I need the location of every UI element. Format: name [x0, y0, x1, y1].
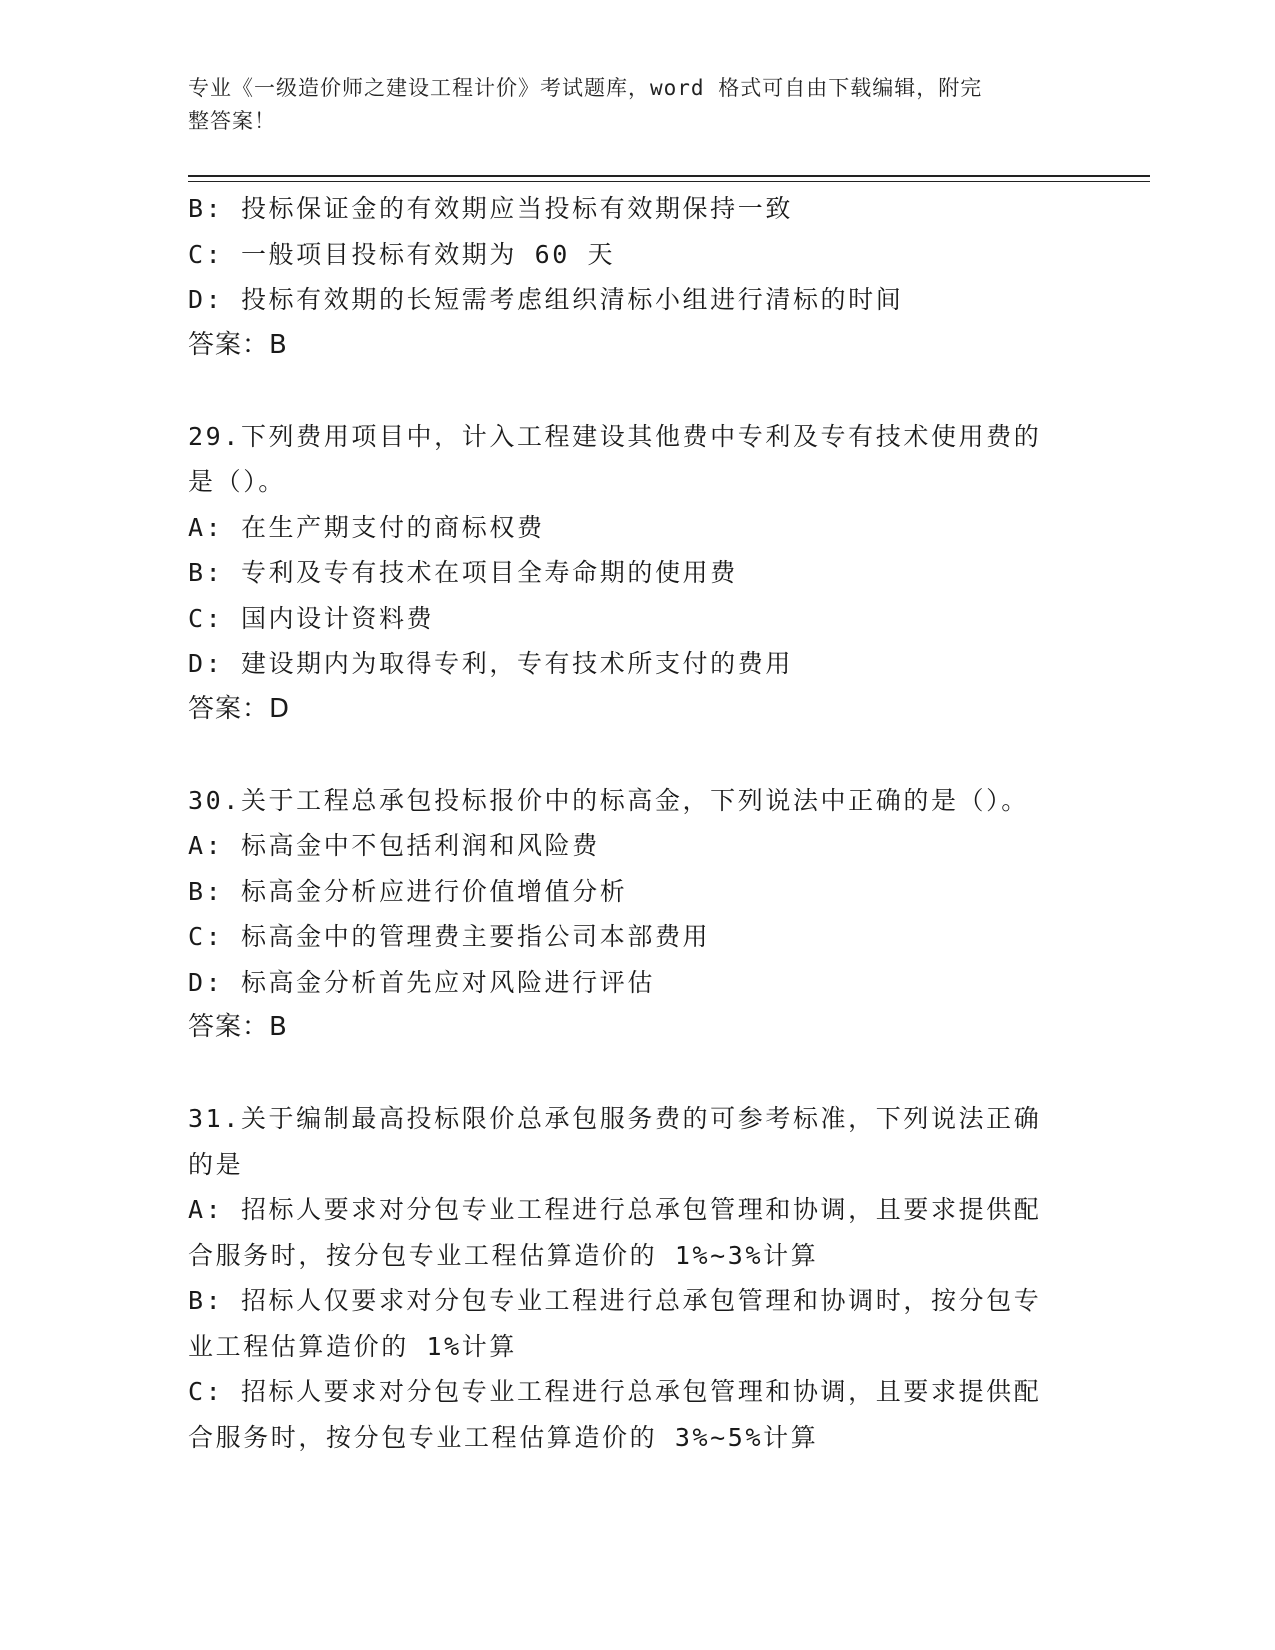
option-line: C: 国内设计资料费 — [188, 603, 435, 633]
question-stem: 31.关于编制最高投标限价总承包服务费的可参考标准，下列说法正确 — [188, 1104, 1042, 1133]
option-line: B: 招标人仅要求对分包专业工程进行总承包管理和协调时，按分包专 — [188, 1286, 1042, 1315]
question-28-continuation — [188, 186, 1068, 368]
option-line: C: 招标人要求对分包专业工程进行总承包管理和协调，且要求提供配 — [188, 1377, 1042, 1406]
question-stem: 是（）。 — [188, 467, 286, 496]
question-stem: 29.下列费用项目中，计入工程建设其他费中专利及专有技术使用费的 — [188, 421, 1042, 451]
header-line-2: 整答案！ — [188, 109, 276, 133]
answer-line: 答案：B — [188, 1012, 288, 1042]
question-31 — [188, 1096, 1068, 1460]
option-line: C: 标高金中的管理费主要指公司本部费用 — [188, 922, 711, 951]
question-29 — [188, 414, 1068, 733]
answer-line: 答案：D — [188, 693, 291, 724]
option-line: 合服务时，按分包专业工程估算造价的 1%~3%计算 — [188, 1240, 819, 1270]
spacer — [188, 368, 1068, 414]
option-line: 合服务时，按分包专业工程估算造价的 3%~5%计算 — [188, 1422, 819, 1452]
option-line: B: 标高金分析应进行价值增值分析 — [188, 876, 628, 906]
option-line: B: 专利及专有技术在项目全寿命期的使用费 — [188, 558, 738, 587]
question-stem: 30.关于工程总承包投标报价中的标高金，下列说法中正确的是（）。 — [188, 785, 1029, 815]
option-line: A: 招标人要求对分包专业工程进行总承包管理和协调，且要求提供配 — [188, 1195, 1042, 1224]
question-30 — [188, 778, 1068, 1051]
header-line-1: 专业《一级造价师之建设工程计价》考试题库，word 格式可自由下载编辑，附完 — [188, 76, 983, 100]
spacer — [188, 1051, 1068, 1097]
document-body — [188, 186, 1068, 1460]
page-header — [188, 72, 1068, 138]
option-line: D: 投标有效期的长短需考虑组织清标小组进行清标的时间 — [188, 285, 904, 314]
option-line: A: 标高金中不包括利润和风险费 — [188, 831, 600, 860]
option-line: A: 在生产期支付的商标权费 — [188, 512, 545, 542]
option-line: 业工程估算造价的 1%计算 — [188, 1331, 517, 1361]
answer-line: 答案：B — [188, 329, 288, 360]
header-rule-thick — [188, 175, 1150, 177]
header-rule-thin — [188, 181, 1150, 182]
spacer — [188, 732, 1068, 778]
option-line: D: 标高金分析首先应对风险进行评估 — [188, 967, 655, 997]
question-stem: 的是 — [188, 1149, 244, 1179]
option-line: C: 一般项目投标有效期为 60 天 — [188, 239, 616, 269]
option-line: D: 建设期内为取得专利，专有技术所支付的费用 — [188, 649, 793, 678]
option-line: B: 投标保证金的有效期应当投标有效期保持一致 — [188, 194, 793, 223]
